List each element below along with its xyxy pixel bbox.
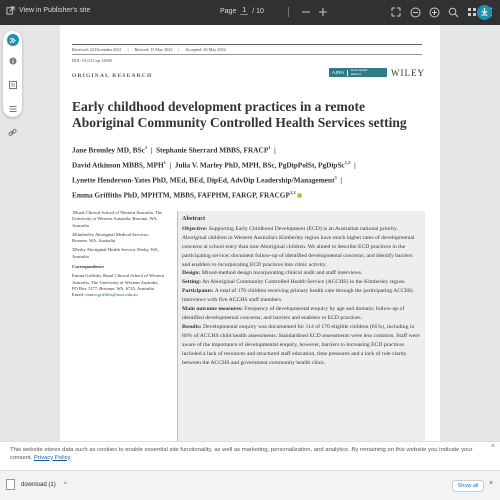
accepted-date: Accepted: 26 May 2022 (185, 47, 226, 52)
author[interactable]: Lynette Henderson-Yates PhD, MEd, BEd, DipEd, AdvDip Leadership/Management (72, 175, 335, 185)
chevron-right-icon (9, 31, 16, 49)
author[interactable]: David Atkinson MBBS, MPH (72, 160, 164, 170)
page-label: Page (220, 7, 237, 15)
correspondence-text: Emma Griffiths, Rural Clinical School of Western Australia, The University of Western Australia, PO Box 1377, Broome, WA, 6725, Australia. Email: emma.griffiths@uwa.edu.au (72, 273, 164, 298)
abstract-box (177, 211, 425, 443)
ajrh-logo-subtitle: Rural Health Alliance (350, 68, 368, 76)
outline-icon[interactable] (9, 76, 17, 94)
list-icon[interactable] (9, 100, 17, 118)
expand-sidebar-button[interactable] (7, 34, 19, 46)
zoom-out-circle-icon[interactable] (409, 6, 421, 18)
author[interactable]: Jane Bromley MD, BSc (72, 145, 145, 155)
abstract-results: Results: Developmental enquiry was documented for 114 of 176 eligible children (65%), including in 80% of ACCHS child health assessments. Standardised ECD assessments were less common. Staff were aware of the importance of developmental enquiry, however, barriers to increasing ECD practices included a lack of resources and structured staff education, time pressures and a lack of role clarity between the ACCHS and government community health clinic. (182, 323, 420, 366)
download-filename: download (1) (21, 481, 56, 488)
close-icon[interactable]: × (489, 480, 494, 487)
abstract-participants: Participants: A total of 176 children receiving primary health care through the participating ACCHS; interviews with five ACCHS staff members. (182, 288, 414, 304)
received-date: Received: 24 December 2021 (72, 47, 122, 52)
article-title: Early childhood development practices in a remote Aboriginal Community Controlled Health Services setting (72, 99, 407, 130)
link-icon[interactable] (8, 124, 17, 142)
correspondence-heading: Correspondence (72, 264, 105, 270)
affiliation-2: 2Kimberley Aboriginal Medical Services, Broome, WA, Australia (72, 231, 149, 244)
revised-date: Revised: 13 May 2022 (134, 47, 173, 52)
abstract-objective: Objective: Supporting Early Childhood Development (ECD) is an Australian national priority. Aboriginal children in Western Australia's Kimberley region have much higher rates of developmental concerns at school entry than non-Aboriginal children. We aimed to describe ECD practices in the participating service; document follow-up of identified developmental concerns; and identify barriers and enablers to incorporating ECD practices into clinic activity. (182, 225, 415, 268)
affiliation-3: 3Derby Aboriginal Health Service, Derby, WA, Australia (72, 247, 159, 259)
file-icon (6, 479, 15, 490)
search-icon[interactable] (447, 6, 459, 18)
orcid-icon[interactable] (297, 193, 302, 198)
cookie-banner (0, 441, 500, 465)
author[interactable]: Emma Griffiths PhD, MPHTM, MBBS, FAFPHM, FARGP, FRACGP (72, 190, 290, 200)
page-indicator (220, 7, 264, 15)
abstract-design: Design: Mixed-method design incorporating clinical audit and staff interviews. (182, 270, 363, 277)
pdf-toolbar (0, 0, 500, 25)
page-total: / 10 (252, 7, 264, 15)
ajrh-logo (329, 68, 387, 77)
close-icon[interactable]: × (490, 443, 495, 450)
abstract-setting: Setting: An Aboriginal Community Controlled Health Service (ACCHS) in the Kimberley region. (182, 279, 406, 286)
show-all-button[interactable]: Show all (452, 480, 484, 492)
view-in-publisher-link[interactable] (5, 5, 90, 15)
wiley-logo: WILEY (391, 68, 425, 78)
article-metadata: Received: 24 December 2021 | Revised: 13 May 2022 | Accepted: 26 May 2022 DOI: 10.1111/ajr.12900 (72, 44, 422, 63)
view-in-publisher-label: View in Publisher's site (19, 6, 91, 14)
affiliation-1: 1Rural Clinical School of Western Australia, The University of Western Australia, Broome, WA, Australia (72, 210, 163, 228)
separator-icon (283, 6, 295, 18)
author[interactable]: Stephanie Sherrard MBBS, FRACP (155, 145, 269, 155)
author[interactable]: Julia V. Marley PhD, MPH, BSc, PgDipPolSt, PgDipSc (174, 160, 345, 170)
external-link-icon (5, 5, 15, 15)
zoom-out-icon[interactable] (300, 6, 312, 18)
fit-page-icon[interactable] (390, 6, 402, 18)
doi[interactable]: DOI: 10.1111/ajr.12900 (72, 58, 112, 63)
abstract-outcomes: Main outcome measures: Frequency of developmental enquiry by age and domain; follow-up of identified developmental concerns; and barriers and enablers to ECD practices. (182, 306, 405, 321)
cookie-text: This website stores data such as cookies to enable essential site functionality, as well as marketing, personalization, and analytics. By remaining on this website you indicate your consent. (10, 447, 473, 461)
ajrh-logo-text: AJRH (332, 70, 344, 75)
info-icon[interactable] (9, 52, 17, 70)
zoom-in-circle-icon[interactable] (428, 6, 440, 18)
article-type: ORIGINAL RESEARCH (72, 73, 153, 79)
page-number-input[interactable]: 1 (242, 7, 247, 14)
privacy-policy-link[interactable]: Privacy Policy (33, 454, 71, 461)
left-sidebar-rail (3, 31, 22, 117)
download-bar (0, 470, 500, 500)
download-item[interactable] (6, 479, 67, 490)
author-list: Jane Bromley MD, BSc$^1$ | Stephanie Sherrard MBBS, FRACP$^1$ | David Atkinson MBBS, MPH$^1$ | Julia V. Marley PhD, MPH, BSc, PgDipPolSt, PgDipSc$^{1,2}$ | Lynette Henderson-Yates PhD, MEd, BEd, DipEd, AdvDip Leadership/Management$^3$ | Emma Griffiths PhD, MPHTM, MBBS, FAFPHM, FARGP, FRACGP$^{1,2}$ (72, 145, 356, 200)
abstract-heading: Abstract (182, 215, 206, 222)
download-button[interactable] (477, 5, 492, 20)
affiliations (72, 210, 164, 299)
zoom-in-icon[interactable] (317, 6, 329, 18)
chevron-up-icon[interactable]: ^ (63, 481, 67, 488)
email-link[interactable]: emma.griffiths@uwa.edu.au (85, 292, 138, 298)
download-icon (480, 7, 489, 18)
